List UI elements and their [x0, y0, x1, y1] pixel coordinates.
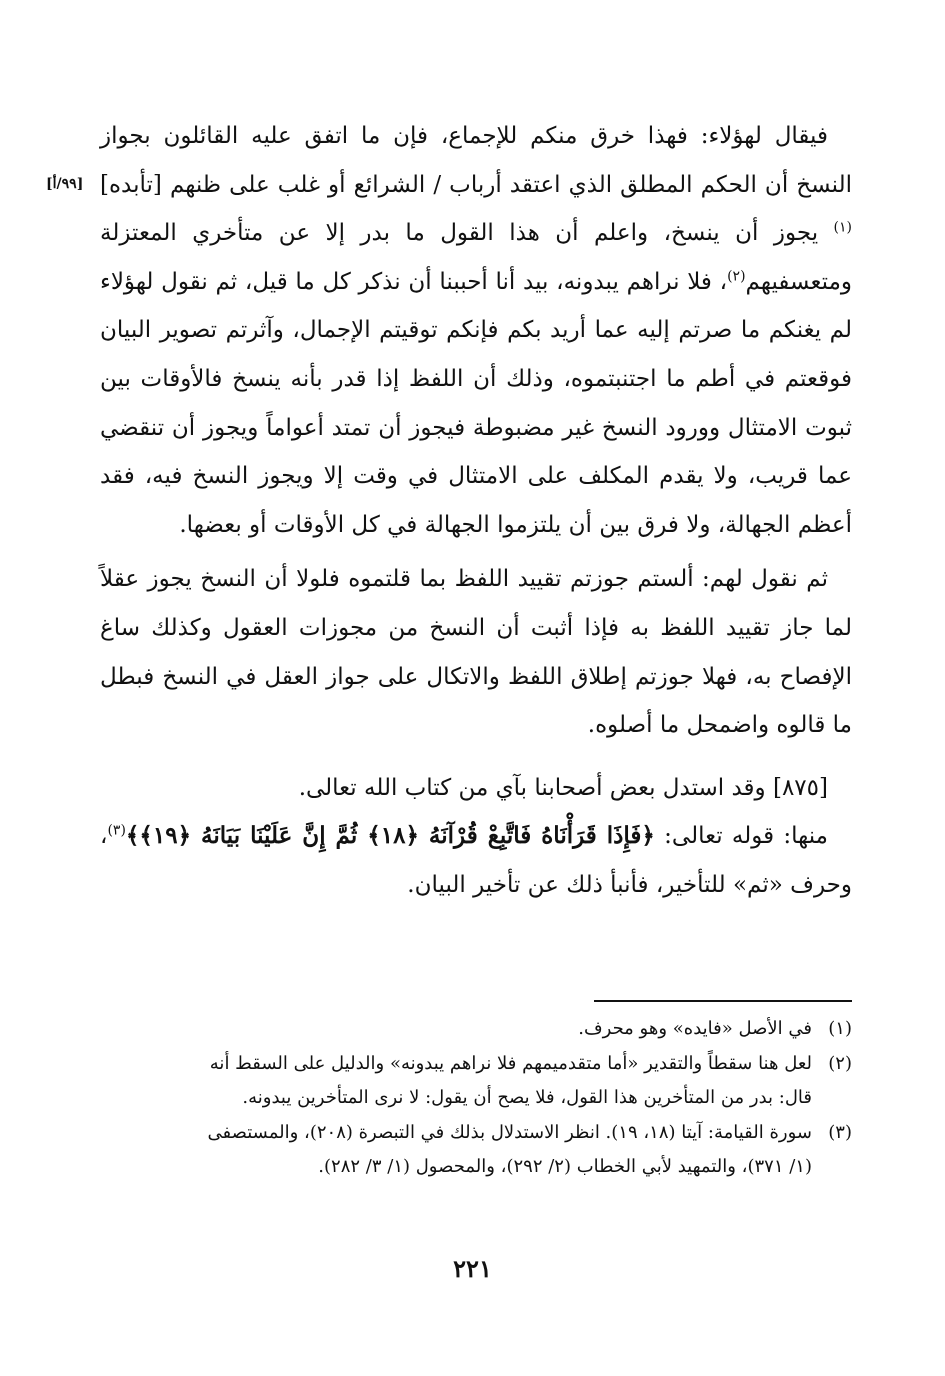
footnote-1: (١)في الأصل «فايده» وهو محرف.: [578, 1018, 852, 1039]
paragraph-3: [٨٧٥] وقد استدل بعض أصحابنا بآي من كتاب الله تعالى.: [298, 774, 828, 801]
margin-folio-note: [٩٩/أ]: [46, 176, 84, 192]
footnote-2: (٢)لعل هنا سقطاً والتقدير «أما متقدميمهم فلا نراهم يبدونه» والدليل على السقط أنه: [209, 1052, 852, 1074]
footnote-2-continued: قال: بدر من المتأخرين هذا القول، فلا يصح أن يقول: لا نرى المتأخرين يبدونه.: [242, 1087, 812, 1108]
main-text: [100, 112, 852, 910]
paragraph-2: ثم نقول لهم: ألستم جوزتم تقييد اللفظ بما قلتموه فلولا أن النسخ يجوز عقلاً لما جاز تقييد اللفظ به فإذا أثبت أن النسخ من مجوزات العقول وكذلك ساغ الإفصاح به، فهلا جوزتم إطلاق اللفظ والاتكال على جواز العقل في النسخ فبطل ما قالوه واضمحل ما أصلوه.: [100, 566, 852, 739]
paragraph-4: منها: قوله تعالى: ﴿فَإِذَا قَرَأْنَاهُ فَاتَّبِعْ قُرْآنَهُ ﴿١٨﴾ ثُمَّ إِنَّ عَلَيْنَا بَيَانَهُ ﴿١٩﴾﴾$^{(٣)}$، وحرف «ثم» للتأخير، فأنبأ ذلك عن تأخير البيان.: [100, 822, 852, 898]
footnote-separator: [594, 1000, 852, 1002]
footnote-3: (٣)سورة القيامة: آيتا (١٨، ١٩). انظر الاستدلال بذلك في التبصرة (٢٠٨)، والمستصفى: [207, 1121, 852, 1143]
footnote-ref-1: (١): [833, 219, 852, 236]
footnote-3-continued: (١/ ٣٧١)، والتمهيد لأبي الخطاب (٢/ ٢٩٢)، والمحصول (١/ ٣/ ٢٨٢).: [318, 1156, 812, 1177]
footnotes: [100, 1012, 852, 1185]
footnote-ref-2: (٢): [727, 268, 746, 285]
footnote-ref-3: (٣): [107, 822, 126, 839]
quran-verse: ﴿فَإِذَا قَرَأْنَاهُ فَاتَّبِعْ قُرْآنَهُ ﴿١٨﴾ ثُمَّ إِنَّ عَلَيْنَا بَيَانَهُ ﴿١٩﴾﴾: [125, 822, 655, 850]
page-number: ٢٢١: [453, 1254, 492, 1283]
paragraph-1: فيقال لهؤلاء: فهذا خرق منكم للإجماع، فإن ما اتفق عليه القائلون بجواز النسخ أن الحكم المطلق الذي اعتقد أرباب / الشرائع أو غلب على ظنهم [تأبده]$^{(١)}$ يجوز أن ينسخ، واعلم أن هذا القول ما بدر إلا عن متأخري المعتزلة ومتعسفيهم$^{(٢)}$، فلا نراهم يبدونه، بيد أنا أحببنا أن نذكر كل ما قيل، ثم نقول لهؤلاء لم يغنكم ما صرتم إليه عما أريد بكم فإنكم توقيتم الإجمال، وآثرتم تصوير البيان فوقعتم في أطم ما اجتنبتموه، وذلك أن اللفظ إذا قدر بأنه ينسخ فالأوقات بين ثبوت الامتثال وورود النسخ غير مضبوطة فيجوز أن تمتد أعواماً ويجوز أن تنقضي عما قريب، ولا يقدم المكلف على الامتثال في وقت إلا ويجوز النسخ فيه، فقد أعظم الجهالة، ولا فرق بين أن يلتزموا الجهالة في كل الأوقات أو بعضها.: [100, 123, 852, 538]
